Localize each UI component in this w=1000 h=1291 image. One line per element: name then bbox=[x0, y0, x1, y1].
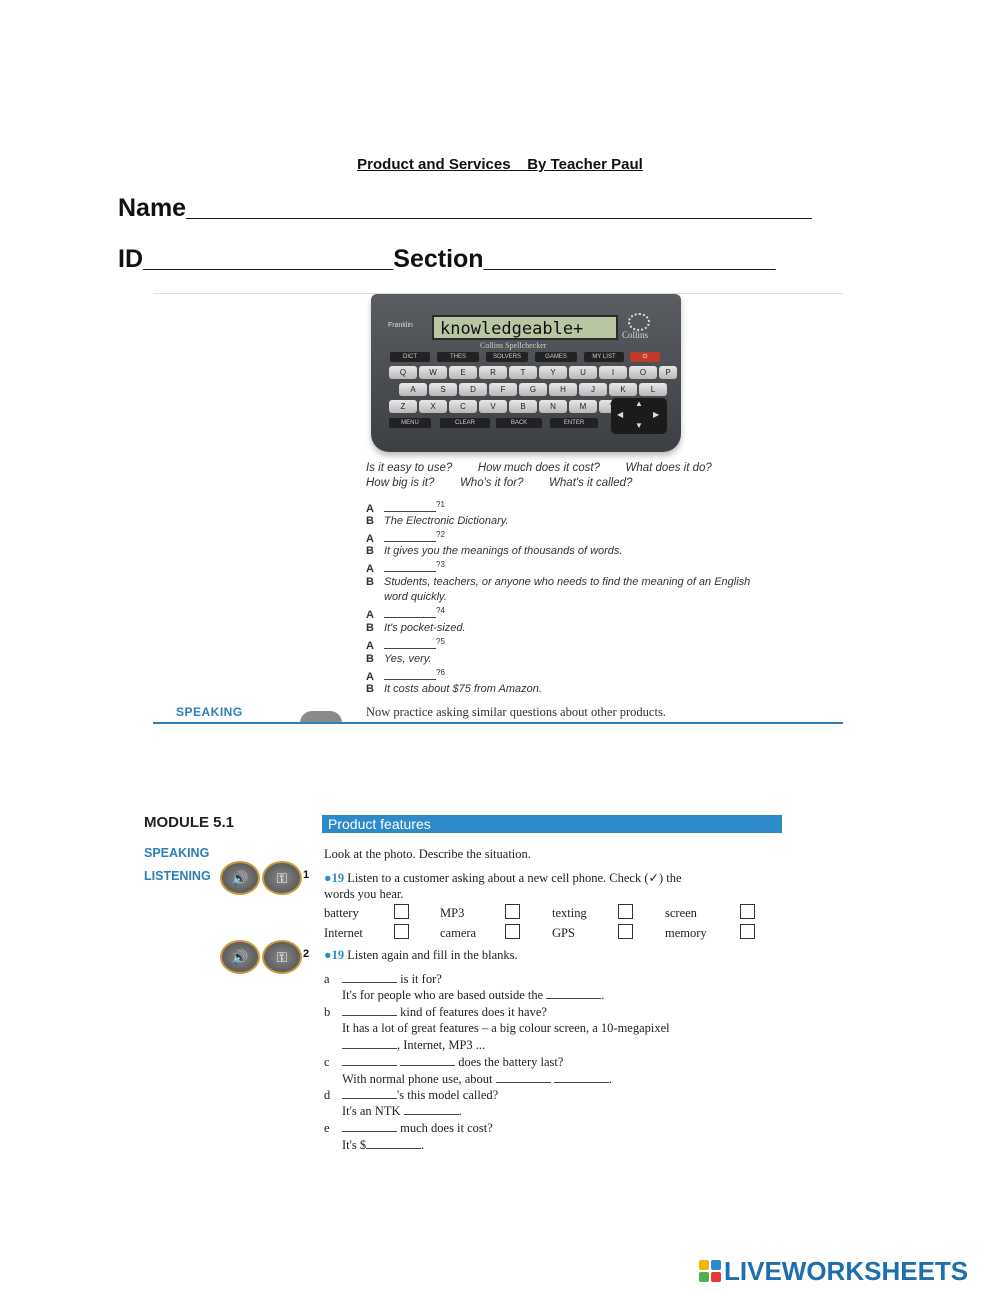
device-key: MENU bbox=[389, 418, 431, 428]
dialogue-text: word quickly. bbox=[384, 591, 447, 603]
track-number: 19 bbox=[331, 948, 345, 962]
device-key: W bbox=[419, 366, 447, 379]
device-key: X bbox=[419, 400, 447, 413]
dialogue-line bbox=[366, 637, 445, 652]
word-label: texting bbox=[552, 906, 587, 920]
answer-blank[interactable] bbox=[404, 1106, 459, 1115]
word-checkbox[interactable] bbox=[618, 904, 633, 919]
arrow-pad-icon: ▲ ◀ ▶ ▼ bbox=[611, 398, 667, 434]
item-d-answer: It's an NTK . bbox=[342, 1104, 462, 1118]
dialogue-text: It gives you the meanings of thousands of words. bbox=[384, 545, 623, 557]
question-options-line-2: How big is it? Who's it for? What's it called? bbox=[366, 477, 633, 489]
dialogue-line bbox=[366, 576, 750, 588]
device-maker: Collins bbox=[622, 330, 649, 340]
audio-speaker-icon[interactable]: 🔊 bbox=[220, 940, 260, 974]
device-key: B bbox=[509, 400, 537, 413]
dialogue-line bbox=[366, 653, 431, 665]
item-text: much does it cost? bbox=[397, 1121, 493, 1135]
dialogue-line bbox=[366, 500, 445, 515]
speaker-label: B bbox=[366, 683, 374, 695]
dialogue-line bbox=[366, 530, 445, 545]
listening-side-label: LISTENING bbox=[144, 869, 211, 883]
worksheet-title: Product and Services By Teacher Paul bbox=[357, 156, 643, 173]
speaker-label: B bbox=[366, 515, 374, 527]
device-key: U bbox=[569, 366, 597, 379]
item-e-question bbox=[324, 1121, 493, 1136]
item-text: 's this model called? bbox=[397, 1088, 499, 1102]
name-field-line[interactable]: Name_____________________________________________ bbox=[118, 194, 812, 222]
speaker-label: B bbox=[366, 576, 374, 588]
device-key: CLEAR bbox=[440, 418, 490, 428]
item-b-answer-1: It has a lot of great features – a big colour screen, a 10-megapixel bbox=[342, 1021, 670, 1035]
answer-blank[interactable] bbox=[384, 640, 436, 649]
track-number: 19 bbox=[331, 871, 345, 885]
device-key: T bbox=[509, 366, 537, 379]
answer-blank[interactable] bbox=[342, 974, 397, 983]
speaker-label: A bbox=[366, 670, 374, 683]
dialogue-text: It costs about $75 from Amazon. bbox=[384, 683, 542, 695]
device-key: Y bbox=[539, 366, 567, 379]
word-label: Internet bbox=[324, 926, 363, 940]
speaker-label: A bbox=[366, 608, 374, 621]
exercise-1-text bbox=[324, 870, 682, 886]
instruction-text: Look at the photo. Describe the situation. bbox=[324, 847, 531, 861]
device-key: P bbox=[659, 366, 677, 379]
answer-blank[interactable] bbox=[366, 1140, 421, 1149]
device-key: L bbox=[639, 383, 667, 396]
speaker-label: A bbox=[366, 639, 374, 652]
module-title: MODULE 5.1 bbox=[144, 814, 235, 831]
liveworksheets-brand[interactable]: LIVEWORKSHEETS bbox=[724, 1256, 969, 1286]
word-label: GPS bbox=[552, 926, 575, 940]
answer-blank[interactable] bbox=[384, 671, 436, 680]
device-key: C bbox=[449, 400, 477, 413]
speaker-label: A bbox=[366, 502, 374, 515]
speaker-label: B bbox=[366, 545, 374, 557]
device-key: SOLVERS bbox=[486, 352, 528, 362]
device-key: BACK bbox=[496, 418, 542, 428]
answer-blank[interactable] bbox=[554, 1074, 609, 1083]
item-a-question bbox=[324, 972, 442, 987]
item-letter: a bbox=[324, 972, 330, 986]
item-text: It's $ bbox=[342, 1138, 367, 1152]
speaking-label: SPEAKING bbox=[176, 705, 243, 719]
device-key: I bbox=[599, 366, 627, 379]
dialogue-text: It's pocket-sized. bbox=[384, 622, 466, 634]
answer-blank[interactable] bbox=[496, 1074, 551, 1083]
item-letter: e bbox=[324, 1121, 330, 1135]
item-number: ?2 bbox=[436, 530, 445, 539]
answer-blank[interactable] bbox=[384, 609, 436, 618]
item-number: ?4 bbox=[436, 606, 445, 615]
word-checkbox[interactable] bbox=[394, 904, 409, 919]
device-key: G bbox=[519, 383, 547, 396]
device-key: Q bbox=[389, 366, 417, 379]
answer-blank[interactable] bbox=[342, 1040, 397, 1049]
answer-blank[interactable] bbox=[384, 563, 436, 572]
device-subtitle: Collins Spellchecker bbox=[480, 341, 547, 350]
device-key: MY LIST bbox=[584, 352, 624, 362]
device-key: J bbox=[579, 383, 607, 396]
item-number: ?6 bbox=[436, 668, 445, 677]
item-text: It's for people who are based outside the bbox=[342, 988, 547, 1002]
item-letter: c bbox=[324, 1055, 330, 1069]
collins-logo-icon bbox=[628, 313, 650, 331]
dialogue-text: Students, teachers, or anyone who needs to find the meaning of an English bbox=[384, 576, 751, 588]
speaking-divider bbox=[153, 722, 843, 724]
item-text: kind of features does it have? bbox=[397, 1005, 547, 1019]
word-checkbox[interactable] bbox=[505, 924, 520, 939]
audio-speaker-icon[interactable]: 🔊 bbox=[220, 861, 260, 895]
exercise-2-text bbox=[324, 948, 518, 963]
device-key: O bbox=[629, 366, 657, 379]
answer-blank[interactable] bbox=[342, 1090, 397, 1099]
item-a-answer: It's for people who are based outside the . bbox=[342, 988, 605, 1002]
item-text: With normal phone use, about bbox=[342, 1072, 496, 1086]
answer-key-icon[interactable]: ⚿ bbox=[262, 940, 302, 974]
power-icon: ⏻ bbox=[630, 352, 660, 362]
question-options-line-1: Is it easy to use? How much does it cost? What does it do? bbox=[366, 462, 712, 474]
item-d-question bbox=[324, 1088, 498, 1103]
dialogue-line bbox=[366, 515, 509, 527]
word-label: MP3 bbox=[440, 906, 465, 920]
exercise-1-instruction: Listen to a customer asking about a new cell phone. Check (✓) the bbox=[344, 871, 682, 885]
id-section-field-line[interactable]: ID__________________Section_____________________ bbox=[118, 245, 776, 273]
dialogue-line bbox=[366, 545, 622, 557]
dialogue-line bbox=[366, 591, 447, 603]
dialogue-line bbox=[366, 606, 445, 621]
answer-blank[interactable] bbox=[342, 1007, 397, 1016]
device-key: H bbox=[549, 383, 577, 396]
word-label: screen bbox=[665, 906, 697, 920]
item-text: It's an NTK bbox=[342, 1104, 404, 1118]
item-number: ?3 bbox=[436, 560, 445, 569]
speaking-instruction: Now practice asking similar questions about other products. bbox=[366, 705, 666, 719]
item-letter: b bbox=[324, 1005, 331, 1019]
answer-blank[interactable] bbox=[384, 533, 436, 542]
exercise-number: 2 bbox=[303, 948, 310, 960]
device-key: ENTER bbox=[550, 418, 598, 428]
device-key: A bbox=[399, 383, 427, 396]
device-key: GAMES bbox=[535, 352, 577, 362]
word-label: camera bbox=[440, 926, 477, 940]
device-key: N bbox=[539, 400, 567, 413]
item-text: does the battery last? bbox=[455, 1055, 564, 1069]
item-e-answer: It's $ . bbox=[342, 1138, 425, 1152]
word-checkbox[interactable] bbox=[505, 904, 520, 919]
device-display: knowledgeable+ bbox=[432, 315, 618, 340]
word-checkbox[interactable] bbox=[618, 924, 633, 939]
speaking-side-label: SPEAKING bbox=[144, 846, 210, 860]
device-key: M bbox=[569, 400, 597, 413]
audio-track-icon[interactable]: ● bbox=[324, 948, 332, 962]
dialogue-text: Yes, very. bbox=[384, 653, 432, 665]
answer-key-icon[interactable]: ⚿ bbox=[262, 861, 302, 895]
item-b-question bbox=[324, 1005, 547, 1020]
item-c-question bbox=[324, 1055, 563, 1070]
item-number: ?5 bbox=[436, 637, 445, 646]
word-checkbox[interactable] bbox=[740, 904, 755, 919]
device-key: F bbox=[489, 383, 517, 396]
device-brand: Franklin bbox=[388, 322, 413, 329]
answer-blank[interactable] bbox=[546, 990, 601, 999]
item-text: is it for? bbox=[397, 972, 442, 986]
dialogue-line bbox=[366, 622, 466, 634]
exercise-1-instruction-cont: words you hear. bbox=[324, 887, 404, 901]
exercise-number: 1 bbox=[303, 869, 310, 881]
item-text: , Internet, MP3 ... bbox=[397, 1038, 486, 1052]
item-number: ?1 bbox=[436, 500, 445, 509]
speaker-label: B bbox=[366, 622, 374, 634]
device-key: E bbox=[449, 366, 477, 379]
device-key: K bbox=[609, 383, 637, 396]
item-c-answer: With normal phone use, about . bbox=[342, 1072, 612, 1086]
item-letter: d bbox=[324, 1088, 331, 1102]
item-b-answer-2 bbox=[342, 1038, 485, 1053]
word-checkbox[interactable] bbox=[394, 924, 409, 939]
speaker-label: B bbox=[366, 653, 374, 665]
answer-blank[interactable] bbox=[384, 503, 436, 512]
exercise-2-instruction: Listen again and fill in the blanks. bbox=[344, 948, 518, 962]
answer-blank[interactable] bbox=[342, 1057, 397, 1066]
dialogue-line bbox=[366, 668, 445, 683]
device-key: V bbox=[479, 400, 507, 413]
answer-blank[interactable] bbox=[400, 1057, 455, 1066]
device-key: THES bbox=[437, 352, 479, 362]
section-heading: Product features bbox=[322, 815, 782, 833]
audio-track-icon[interactable]: ● bbox=[324, 871, 332, 885]
word-label: battery bbox=[324, 906, 359, 920]
speaker-label: A bbox=[366, 532, 374, 545]
device-key: R bbox=[479, 366, 507, 379]
dialogue-line bbox=[366, 560, 445, 575]
dialogue-text: The Electronic Dictionary. bbox=[384, 515, 509, 527]
device-key: S bbox=[429, 383, 457, 396]
device-key: D bbox=[459, 383, 487, 396]
word-checkbox[interactable] bbox=[740, 924, 755, 939]
device-key: DICT bbox=[390, 352, 430, 362]
answer-blank[interactable] bbox=[342, 1123, 397, 1132]
liveworksheets-logo-icon bbox=[699, 1260, 721, 1282]
dialogue-line bbox=[366, 683, 542, 695]
device-key: Z bbox=[389, 400, 417, 413]
word-label: memory bbox=[665, 926, 707, 940]
speaker-label: A bbox=[366, 562, 374, 575]
